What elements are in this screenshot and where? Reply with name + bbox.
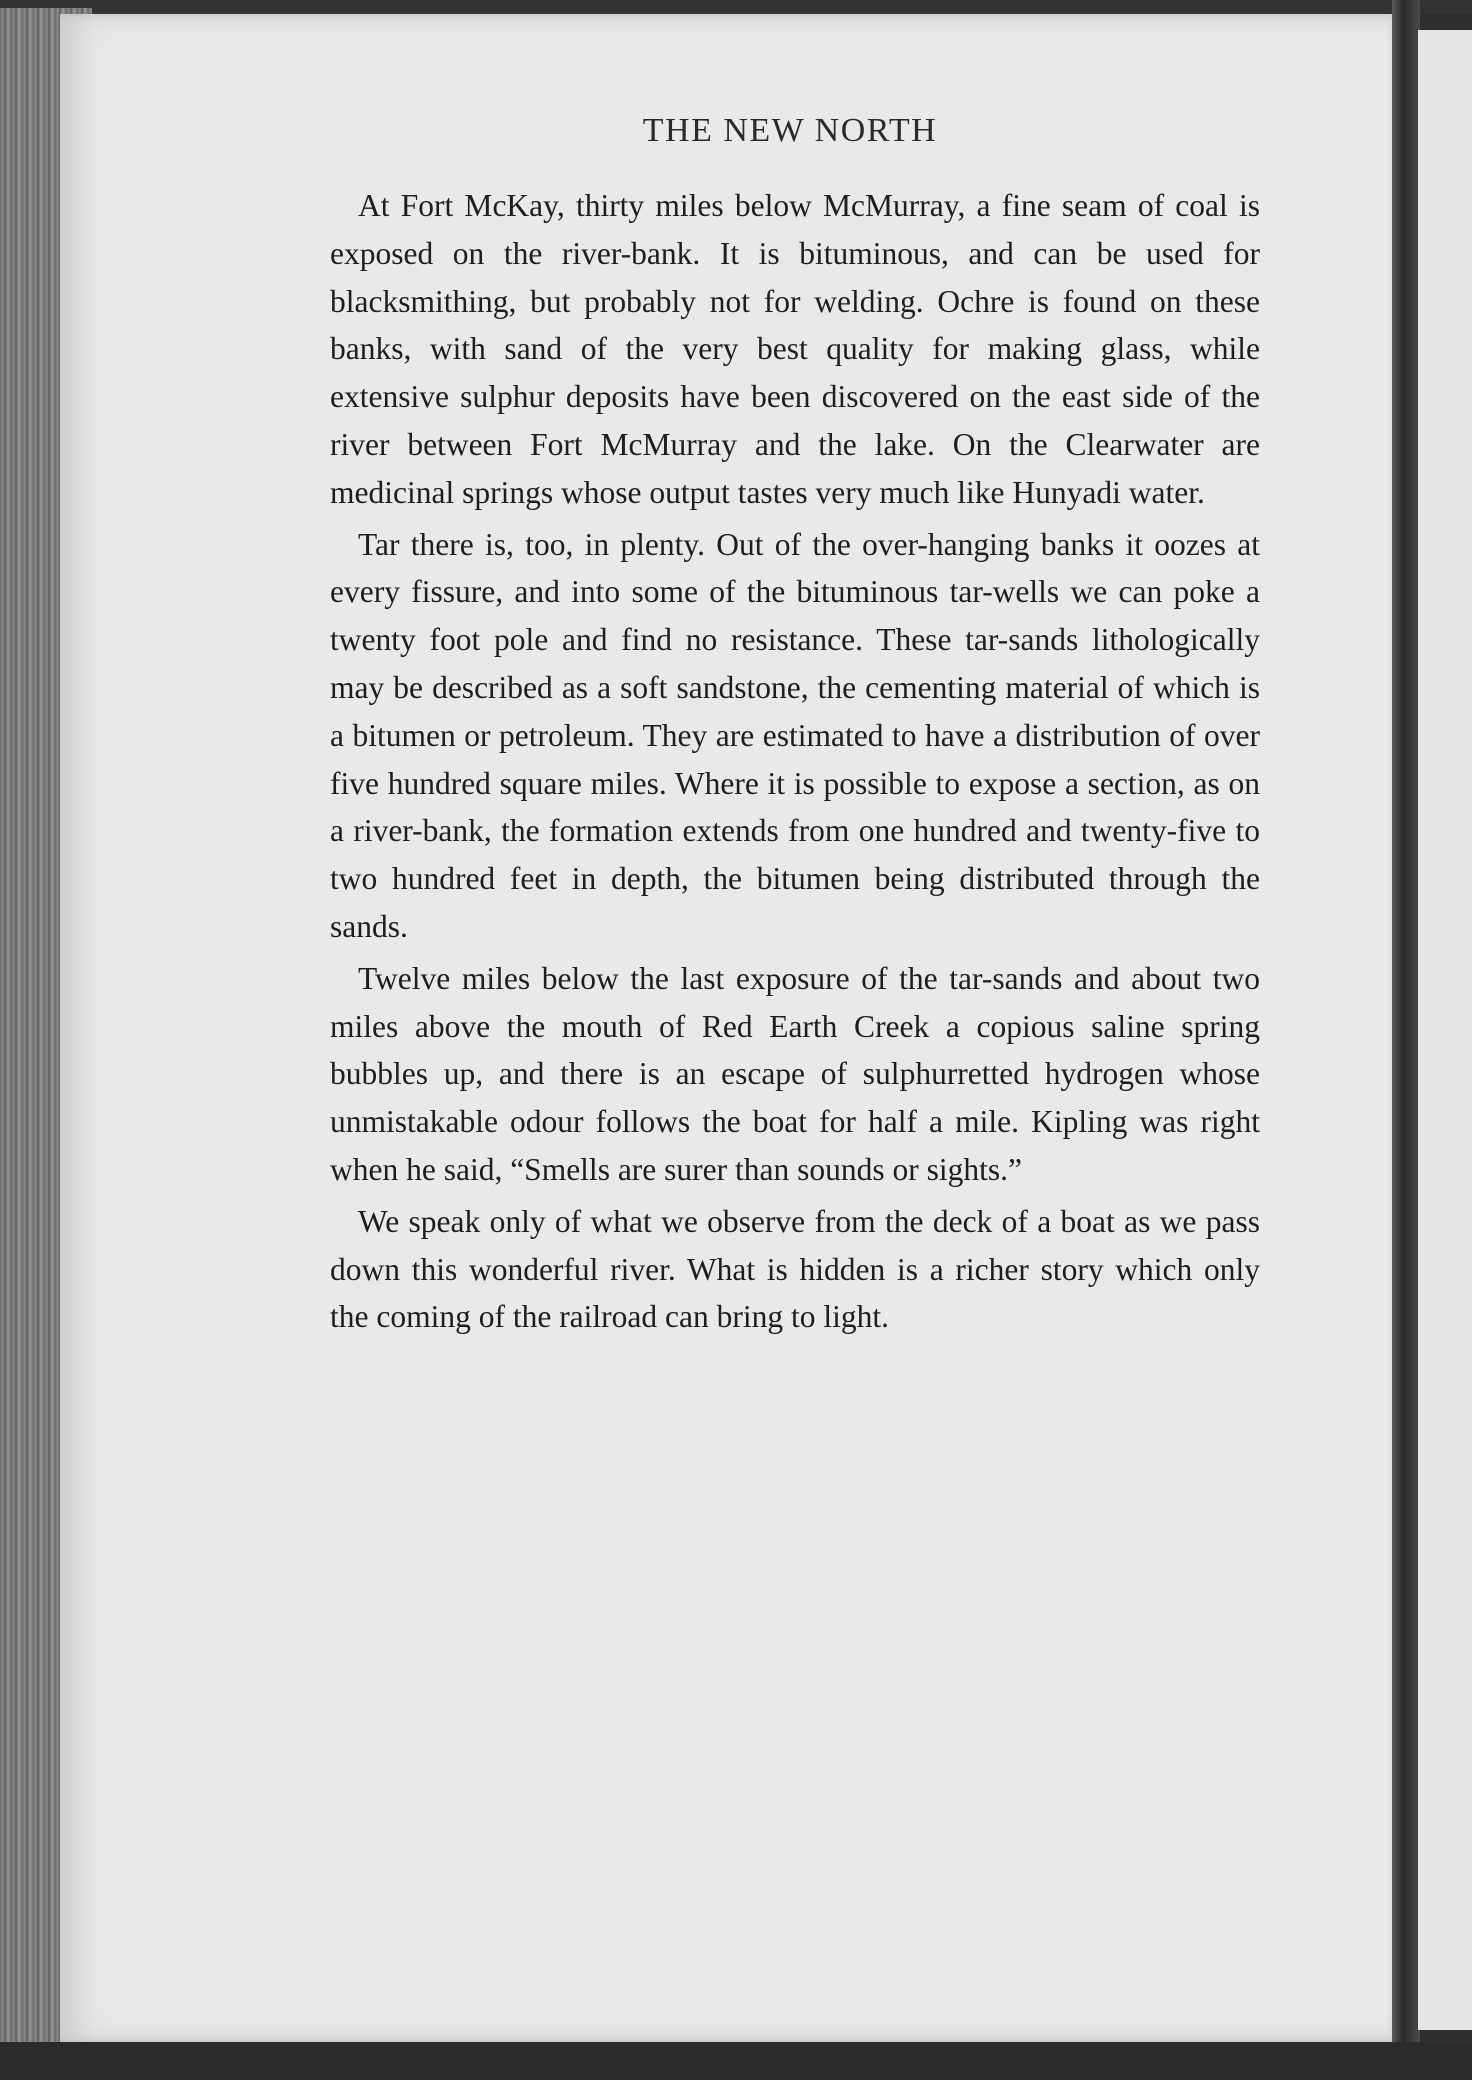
paragraph-4: We speak only of what we observe from the deck of a boat as we pass down this wonderful river. What is hidden is a richer story which only the coming of the railroad can bring to light. bbox=[330, 1203, 1260, 1335]
running-head: THE NEW NORTH bbox=[642, 112, 938, 149]
facing-page-edge bbox=[1418, 30, 1472, 2030]
paragraph-2: Tar there is, too, in plenty. Out of the over-hanging banks it oozes at every fissure, and into some of the bituminous tar-wells we can poke a twenty foot pole and find no resistance. These tar-sands lithologically may be described as a soft sandstone, the cementing material of which is a bitumen or petroleum. They are estimated to have a distribution of over five hundred square miles. Where it is possible to expose a section, as on a river-bank, the formation extends from one hundred and twenty-five to two hundred feet in depth, the bitumen being distributed through the sands. bbox=[330, 526, 1260, 944]
book-binding bbox=[1392, 0, 1420, 2080]
paragraph-1: At Fort McKay, thirty miles below McMurray, a fine seam of coal is exposed on the river-bank. It is bituminous, and can be used for blacksmithing, but probably not for welding. Ochre is found on these banks, with sand of the very best quality for making glass, while extensive sulphur deposits have been discovered on the east side of the river between Fort McMurray and the lake. On the Clearwater are medicinal springs whose output tastes very much like Hunyadi water. bbox=[330, 188, 1260, 510]
scan-bottom-edge bbox=[0, 2042, 1472, 2080]
paragraph-3: Twelve miles below the last exposure of the tar-sands and about two miles above the mouth of Red Earth Creek a copious saline spring bubbles up, and there is an escape of sulphurretted hydrogen whose unmistakable odour follows the boat for half a mile. Kipling was right when he said, “Smells are surer than sounds or sights.” bbox=[330, 960, 1260, 1187]
page-body bbox=[330, 182, 1260, 1345]
scan-top-edge bbox=[0, 0, 1472, 14]
